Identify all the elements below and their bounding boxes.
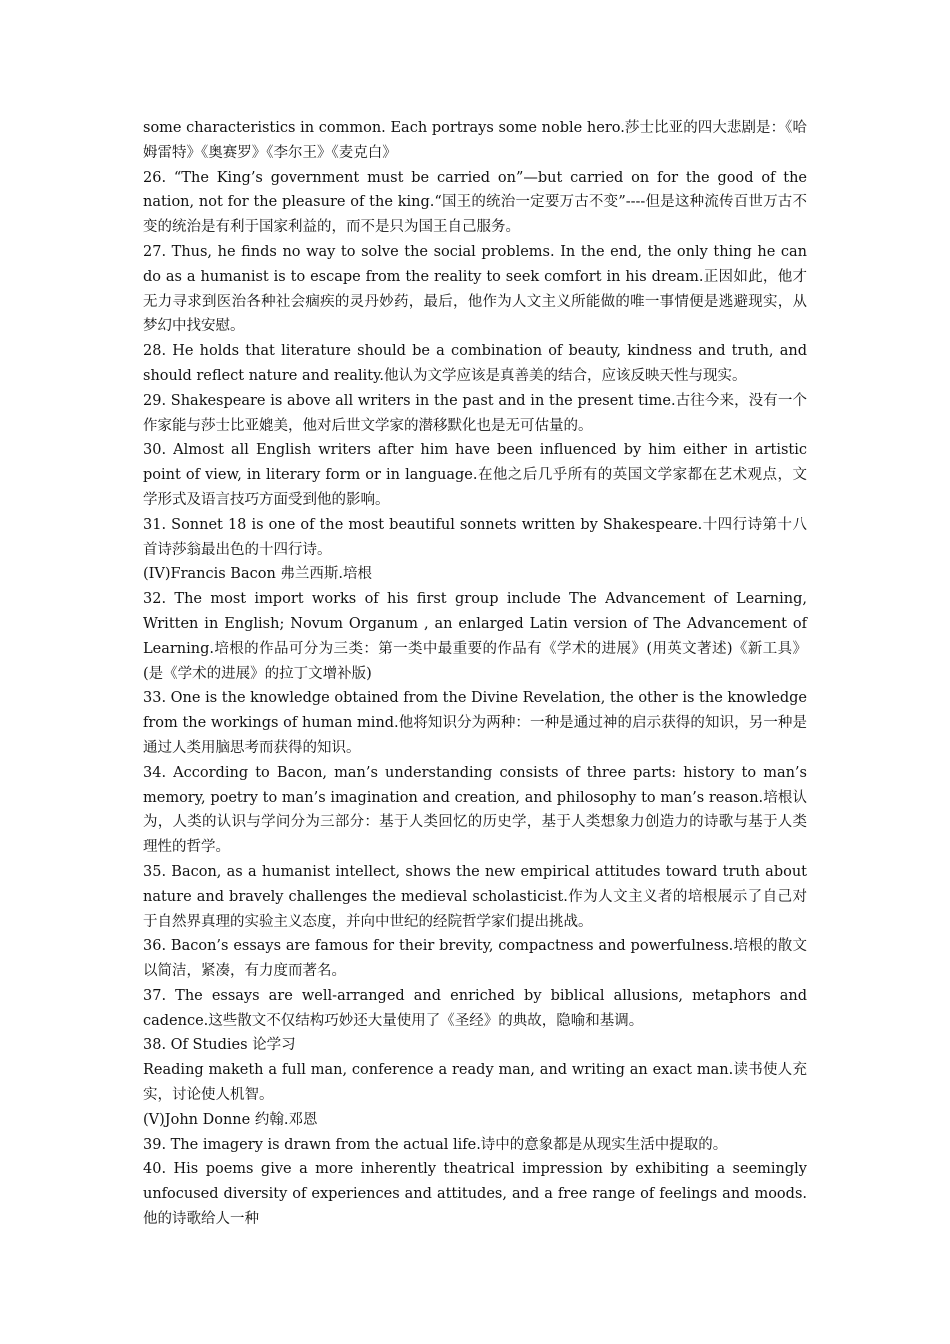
paragraph-40: 40. His poems give a more inherently theatrical impression by exhibiting a seemingly unfocused diversity of experiences and attitudes, and a free range of feelings and moods.他的诗歌给人一种 bbox=[143, 1161, 807, 1228]
paragraph-26: 26. “The King’s government must be carried on”—but carried on for the good of the nation, not for the pleasure of the king.“国王的统治一定要万古不变”----但是这种流传百世万古不变的统治是有利于国家利益的，而不是只为国王自己服务。 bbox=[143, 169, 807, 236]
paragraph-34: 34. According to Bacon, man’s understanding consists of three parts: history to man’s memory, poetry to man’s imagination and creation, and philosophy to man’s reason.培根认为，人类的认识与学问分为三部分：基于人类回忆的历史学，基于人类想象力创造力的诗歌与基于人类理性的哲学。 bbox=[143, 764, 807, 856]
section-heading-donne: (V)John Donne 约翰.邓恩 bbox=[143, 1111, 318, 1128]
paragraph-27: 27. Thus, he finds no way to solve the social problems. In the end, the only thing he can do as a humanist is to escape from the reality to seek comfort in his dream.正因如此，他才无力寻求到医治各种社会痼疾的灵丹妙药，最后，他作为人文主义所能做的唯一事情便是逃避现实，从梦幻中找安慰。 bbox=[143, 243, 807, 335]
paragraph-30: 30. Almost all English writers after him have been influenced by him either in artistic point of view, in literary form or in language.在他之后几乎所有的英国文学家都在艺术观点，文学形式及语言技巧方面受到他的影响。 bbox=[143, 442, 807, 508]
paragraph-31: 31. Sonnet 18 is one of the most beautiful sonnets written by Shakespeare.十四行诗第十八首诗莎翁最出色的十四行诗。 bbox=[143, 516, 807, 558]
paragraph-28: 28. He holds that literature should be a combination of beauty, kindness and truth, and should reflect nature and reality.他认为文学应该是真善美的结合，应该反映天性与现实。 bbox=[143, 343, 807, 384]
paragraph-33: 33. One is the knowledge obtained from the Divine Revelation, the other is the knowledge from the workings of human mind.他将知识分为两种：一种是通过神的启示获得的知识，另一种是通过人类用脑思考而获得的知识。 bbox=[143, 690, 808, 756]
paragraph-tragedies: some characteristics in common. Each portrays some noble hero.莎士比亚的四大悲剧是：《哈姆雷特》《奥赛罗》《李尔王》《麦克白》 bbox=[143, 120, 807, 161]
paragraph-38: 38. Of Studies 论学习 bbox=[143, 1037, 296, 1054]
paragraph-32: 32. The most import works of his first group include The Advancement of Learning, Written in English; Novum Organum , an enlarged Latin version of The Advancement of Learning.培根的作品可分为三类：第一类中最重要的作品有《学术的进展》(用英文著述)《新工具》(是《学术的进展》的拉丁文增补版) bbox=[143, 591, 807, 682]
paragraph-36: 36. Bacon’s essays are famous for their brevity, compactness and powerfulness.培根的散文以简洁，紧凑，有力度而著名。 bbox=[143, 938, 807, 980]
paragraph-29: 29. Shakespeare is above all writers in the past and in the present time.古往今来，没有一个作家能与莎士比亚媲美，他对后世文学家的潜移默化也是无可估量的。 bbox=[143, 392, 807, 434]
paragraph-of-studies-quote: Reading maketh a full man, conference a ready man, and writing an exact man.读书使人充实，讨论使人机智。 bbox=[143, 1062, 807, 1104]
section-heading-bacon: (IV)Francis Bacon 弗兰西斯.培根 bbox=[143, 566, 373, 583]
paragraph-39: 39. The imagery is drawn from the actual life.诗中的意象都是从现实生活中提取的。 bbox=[143, 1136, 728, 1153]
paragraph-37: 37. The essays are well-arranged and enriched by biblical allusions, metaphors and cadence.这些散文不仅结构巧妙还大量使用了《圣经》的典故，隐喻和基调。 bbox=[143, 987, 807, 1029]
document-body bbox=[143, 116, 807, 1232]
paragraph-35: 35. Bacon, as a humanist intellect, shows the new empirical attitudes toward truth about nature and bravely challenges the medieval scholasticist.作为人文主义者的培根展示了自己对于自然界真理的实验主义态度，并向中世纪的经院哲学家们提出挑战。 bbox=[143, 863, 807, 930]
